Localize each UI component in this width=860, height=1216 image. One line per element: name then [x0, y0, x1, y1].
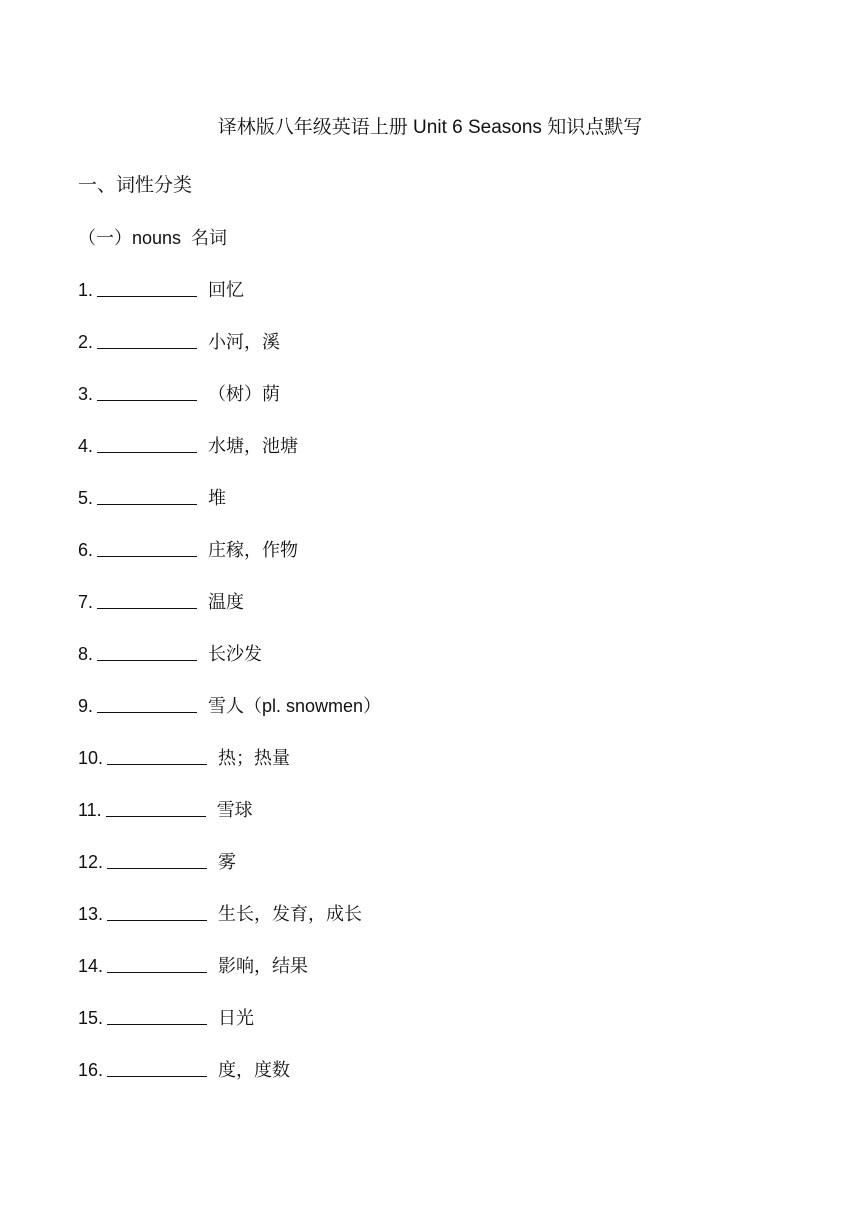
item-number: 15.: [78, 1008, 104, 1028]
list-item: [78, 796, 381, 848]
answer-blank[interactable]: [107, 1056, 207, 1077]
list-item: [78, 588, 381, 640]
answer-blank[interactable]: [107, 1004, 207, 1025]
list-item: [78, 1056, 381, 1108]
item-number: 6.: [78, 540, 94, 560]
item-meaning: 热；热量: [218, 748, 291, 768]
list-item: [78, 900, 381, 952]
answer-blank[interactable]: [107, 952, 207, 973]
list-item: [78, 848, 381, 900]
item-meaning: 小河，溪: [208, 332, 281, 352]
item-meaning: 影响，结果: [218, 956, 309, 976]
list-item: [78, 432, 381, 484]
item-number: 16.: [78, 1060, 104, 1080]
answer-blank[interactable]: [97, 276, 197, 297]
answer-blank[interactable]: [97, 692, 197, 713]
list-item: [78, 744, 381, 796]
item-meaning: 庄稼，作物: [208, 540, 299, 560]
item-number: 7.: [78, 592, 94, 612]
item-meaning: 雪人（pl. snowmen）: [208, 696, 382, 716]
item-meaning: 雾: [218, 852, 237, 872]
answer-blank[interactable]: [97, 484, 197, 505]
item-meaning: 温度: [208, 592, 245, 612]
answer-blank[interactable]: [97, 432, 197, 453]
answer-blank[interactable]: [107, 848, 207, 869]
answer-blank[interactable]: [97, 328, 197, 349]
list-item: [78, 692, 381, 744]
item-meaning: 长沙发: [208, 644, 263, 664]
answer-blank[interactable]: [97, 380, 197, 401]
item-meaning: 水塘，池塘: [208, 436, 299, 456]
answer-blank[interactable]: [107, 900, 207, 921]
list-item: [78, 328, 381, 380]
item-number: 1.: [78, 280, 94, 300]
answer-blank[interactable]: [106, 796, 206, 817]
item-number: 2.: [78, 332, 94, 352]
subsection-heading: （一）nouns 名词: [78, 228, 228, 248]
document-title: 译林版八年级英语上册 Unit 6 Seasons 知识点默写: [217, 117, 643, 138]
item-number: 13.: [78, 904, 104, 924]
answer-blank[interactable]: [97, 640, 197, 661]
item-number: 8.: [78, 644, 94, 664]
item-number: 3.: [78, 384, 94, 404]
answer-blank[interactable]: [97, 588, 197, 609]
answer-blank[interactable]: [97, 536, 197, 557]
item-meaning: 度，度数: [218, 1060, 291, 1080]
item-number: 11.: [78, 800, 102, 820]
item-number: 12.: [78, 852, 104, 872]
vocabulary-list: [78, 276, 381, 1108]
item-meaning: 堆: [208, 488, 227, 508]
item-number: 14.: [78, 956, 104, 976]
item-number: 10.: [78, 748, 104, 768]
item-meaning: 生长，发育，成长: [218, 904, 363, 924]
list-item: [78, 536, 381, 588]
answer-blank[interactable]: [107, 744, 207, 765]
list-item: [78, 484, 381, 536]
item-meaning: 雪球: [216, 800, 253, 820]
item-number: 9.: [78, 696, 94, 716]
list-item: [78, 952, 381, 1004]
item-meaning: 回忆: [208, 280, 245, 300]
list-item: [78, 276, 381, 328]
item-meaning: （树）荫: [208, 384, 281, 404]
list-item: [78, 380, 381, 432]
section-heading: 一、词性分类: [78, 175, 193, 196]
item-meaning: 日光: [218, 1008, 255, 1028]
item-number: 4.: [78, 436, 94, 456]
list-item: [78, 640, 381, 692]
list-item: [78, 1004, 381, 1056]
item-number: 5.: [78, 488, 94, 508]
